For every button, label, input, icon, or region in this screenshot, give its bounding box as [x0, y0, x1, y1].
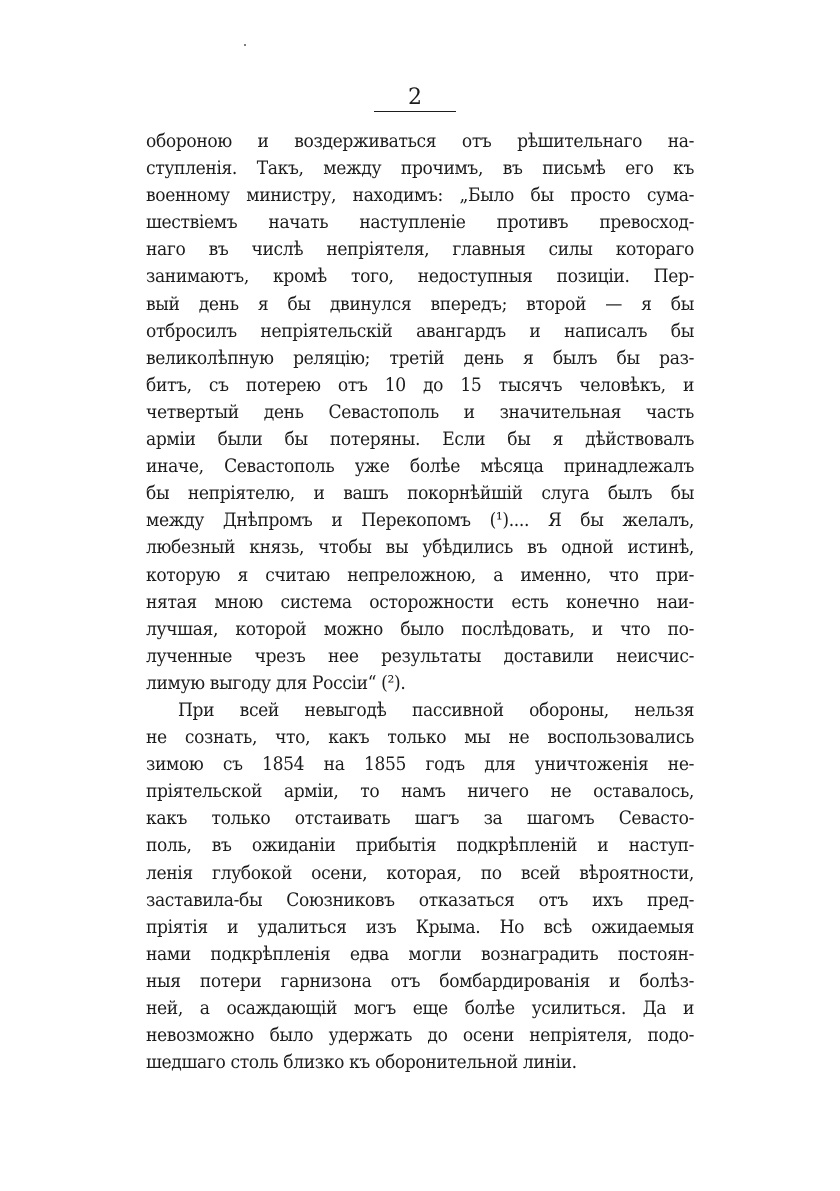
text-line: нами подкрѣпленія едва могли вознаградить постоян- — [146, 942, 694, 965]
text-line: битъ, съ потерею отъ 10 до 15 тысячъ человѣкъ, и — [146, 373, 694, 396]
text-line: обороною и воздерживаться отъ рѣшительнаго на- — [146, 130, 694, 152]
ink-speck — [244, 44, 246, 46]
text-line: лучшая, которой можно было послѣдовать, и что по- — [146, 617, 694, 640]
text-line: поль, въ ожиданіи прибытія подкрѣпленій и наступ- — [146, 834, 694, 857]
text-line: которую я считаю непреложною, а именно, что при- — [146, 563, 694, 586]
text-line: наго въ числѣ непріятеля, главныя силы котораго — [146, 238, 694, 261]
text-line: ступленія. Такъ, между прочимъ, въ письмѣ его къ — [146, 157, 694, 180]
text-line: лученные чрезъ нее результаты доставили неисчис- — [146, 644, 694, 667]
text-line: заставила-бы Союзниковъ отказаться отъ ихъ пред- — [146, 888, 694, 911]
paragraph — [146, 697, 694, 1076]
text-line: арміи были бы потеряны. Если бы я дѣйствовалъ — [146, 428, 694, 451]
text-line: ныя потери гарнизона отъ бомбардированія и болѣз- — [146, 969, 694, 992]
text-line: любезный князь, чтобы вы убѣдились въ одной истинѣ, — [146, 536, 694, 559]
text-line: какъ только отстаивать шагъ за шагомъ Севасто- — [146, 807, 694, 830]
text-line: иначе, Севастополь уже болѣе мѣсяца принадлежалъ — [146, 455, 694, 478]
text-line: великолѣпную реляцію; третій день я былъ бы раз- — [146, 346, 694, 369]
text-line: занимаютъ, кромѣ того, недоступныя позиціи. Пер- — [146, 265, 694, 288]
page-number: 2 — [408, 85, 422, 110]
text-line: ленія глубокой осени, которая, по всей вѣроятности, — [146, 861, 694, 884]
text-line: военному министру, находимъ: „Было бы просто сума- — [146, 184, 694, 207]
paragraph — [146, 128, 694, 697]
text-line: пріятія и удалиться изъ Крыма. Но всѣ ожидаемыя — [146, 915, 694, 938]
text-line: ней, а осаждающій могъ еще болѣе усилиться. Да и — [146, 997, 694, 1019]
page-header — [360, 86, 470, 116]
text-line: четвертый день Севастополь и значительная часть — [146, 400, 694, 423]
text-line: между Днѣпромъ и Перекопомъ (¹).... Я бы желалъ, — [146, 509, 694, 532]
text-line: невозможно было удержать до осени непріятеля, подо- — [146, 1024, 694, 1047]
text-line: зимою съ 1854 на 1855 годъ для уничтоженія не- — [146, 753, 694, 776]
text-line: отбросилъ непріятельскій авангардъ и написалъ бы — [146, 319, 694, 342]
text-line: шествіемъ начать наступленіе противъ превосход- — [146, 211, 694, 234]
body-text — [146, 128, 694, 1076]
text-line: вый день я бы двинулся впередъ; второй — я бы — [146, 292, 694, 315]
header-rule — [374, 111, 456, 112]
text-line: лимую выгоду для Россіи“ (²). — [146, 671, 406, 694]
text-line: пріятельской арміи, то намъ ничего не оставалось, — [146, 780, 694, 803]
text-line: нятая мною система осторожности есть конечно наи- — [146, 590, 694, 613]
text-line: бы непріятелю, и вашъ покорнѣйшій слуга былъ бы — [146, 482, 694, 505]
text-line: шедшаго столь близко къ оборонительной линіи. — [146, 1051, 577, 1074]
text-line: При всей невыгодѣ пассивной обороны, нельзя — [178, 698, 694, 721]
text-line: не сознать, что, какъ только мы не воспользовались — [146, 726, 694, 749]
